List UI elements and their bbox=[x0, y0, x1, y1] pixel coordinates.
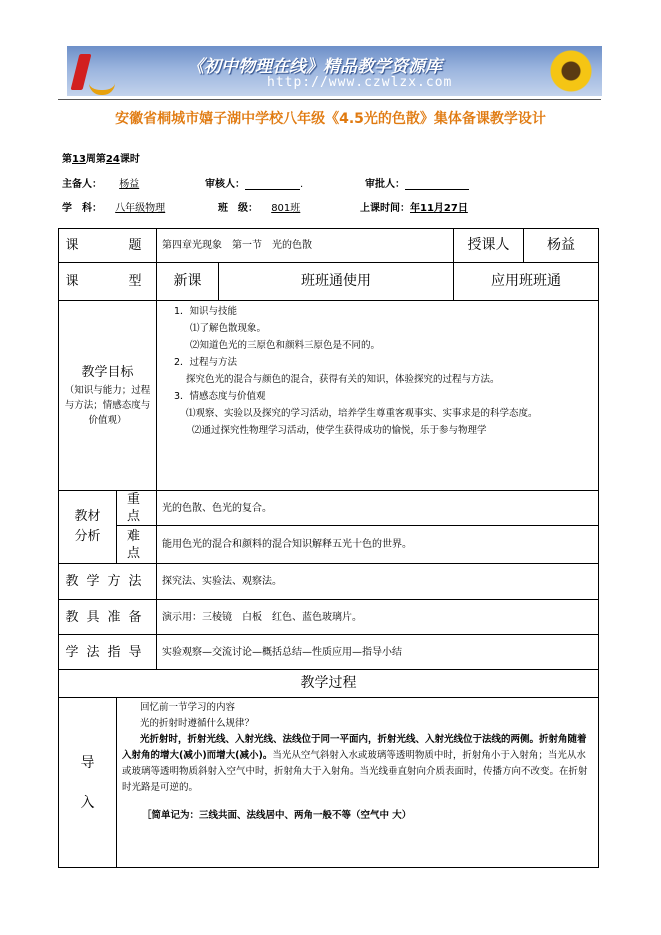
document-title: 安徽省桐城市嬉子湖中学校八年级《4.5光的色散》集体备课教学设计 bbox=[115, 111, 546, 127]
row-key-point bbox=[59, 491, 599, 526]
intro-label-2: 入 bbox=[80, 794, 95, 811]
key-label: 重点 bbox=[117, 491, 157, 526]
goal-line: 1．知识与技能 bbox=[174, 306, 238, 317]
intro-summary: ［简单记为：三线共面、法线居中、两角一般不等（空气中 大） bbox=[142, 810, 412, 821]
method-label: 教学方法 bbox=[59, 564, 157, 600]
preparer-label: 主备人： bbox=[62, 179, 102, 190]
row-process-header bbox=[59, 670, 599, 698]
row-goals bbox=[59, 301, 599, 491]
teacher-value: 杨益 bbox=[524, 229, 599, 263]
goal-line: ⑵通过探究性物理学习活动，使学生获得成功的愉悦，乐于参与物理学 bbox=[192, 425, 487, 436]
row-intro bbox=[59, 698, 599, 868]
class-value: 801班 bbox=[271, 203, 301, 214]
subject-label: 学 科： bbox=[62, 203, 102, 214]
process-label: 教学过程 bbox=[59, 670, 599, 698]
goals-label-cell bbox=[59, 301, 157, 491]
week-period-line bbox=[62, 150, 140, 165]
preparer-value: 杨益 bbox=[119, 179, 140, 190]
approver-blank bbox=[405, 179, 469, 190]
difficult-label: 难点 bbox=[117, 526, 157, 564]
intro-label-1: 导 bbox=[80, 754, 95, 771]
use-value: 应用班班通 bbox=[454, 263, 599, 301]
intro-content bbox=[117, 698, 599, 868]
guide-label: 学法指导 bbox=[59, 635, 157, 670]
use-label: 班班通使用 bbox=[219, 263, 454, 301]
teacher-label: 授课人 bbox=[454, 229, 524, 263]
week-prefix: 第 bbox=[62, 154, 72, 165]
reviewer-label: 审核人： bbox=[205, 179, 245, 190]
date-value: 年11月27日 bbox=[410, 203, 468, 214]
intro-question-1: 回忆前一节学习的内容 bbox=[140, 702, 236, 713]
goal-line: ⑴了解色散现象。 bbox=[190, 323, 267, 334]
header-banner bbox=[67, 46, 602, 96]
banner-title: 《初中物理在线》精品教学资源库 bbox=[187, 57, 442, 77]
goal-line: ⑴观察、实验以及探究的学习活动，培养学生尊重客观事实、实事求是的科学态度。 bbox=[186, 408, 538, 419]
preparer-field bbox=[62, 175, 139, 190]
date-field bbox=[360, 199, 468, 214]
topic-value: 第四章光现象 第一节 光的色散 bbox=[157, 229, 454, 263]
week-suffix: 周第 bbox=[85, 154, 106, 165]
goals-sub: （知识与能力；过程与方法；情感态度与价值观） bbox=[64, 384, 151, 426]
sunflower-icon bbox=[548, 48, 594, 94]
reviewer-end: . bbox=[300, 179, 304, 190]
reviewer-blank bbox=[245, 179, 300, 190]
analysis-label: 教材分析 bbox=[59, 491, 117, 564]
date-label: 上课时间： bbox=[360, 203, 410, 214]
subject-value: 八年级物理 bbox=[115, 203, 166, 214]
goal-line: ⑵知道色光的三原色和颜料三原色是不同的。 bbox=[190, 340, 381, 351]
intro-answer-rest: 当光从空气斜射入水或玻璃等透明物质中时，折射角小于入射角；当光从水或玻璃等透明物质斜射入空气中时，折射角大于入射角。当光线垂直射向介质表面时，传播方向不改变。在折射时光路是可逆的。 bbox=[122, 750, 588, 793]
approver-label: 审批人： bbox=[365, 179, 405, 190]
goal-line: 3．情感态度与价值观 bbox=[174, 391, 266, 402]
subject-field bbox=[62, 199, 165, 214]
row-type bbox=[59, 263, 599, 301]
class-label: 班 级： bbox=[218, 203, 258, 214]
type-label: 课 型 bbox=[59, 263, 157, 301]
row-method bbox=[59, 564, 599, 600]
method-value: 探究法、实验法、观察法。 bbox=[157, 564, 599, 600]
row-topic bbox=[59, 229, 599, 263]
intro-question-2: 光的折射时遵循什么规律？ bbox=[140, 718, 255, 729]
tools-label: 教具准备 bbox=[59, 600, 157, 635]
approver-field bbox=[365, 175, 469, 190]
row-tools bbox=[59, 600, 599, 635]
goal-line: 2．过程与方法 bbox=[174, 357, 238, 368]
class-field bbox=[218, 199, 300, 214]
difficult-value: 能用色光的混合和颜料的混合知识解释五光十色的世界。 bbox=[157, 526, 599, 564]
goal-line: 探究色光的混合与颜色的混合，获得有关的知识，体验探究的过程与方法。 bbox=[186, 374, 500, 385]
goals-content bbox=[157, 301, 599, 491]
row-guide bbox=[59, 635, 599, 670]
intro-answer-paragraph bbox=[122, 732, 593, 796]
period-suffix: 课时 bbox=[119, 154, 140, 165]
intro-answer-bold: 光折射时，折射光线、入射光线、法线位于同一平面内，折射光线、入射光线位于法线的两侧。折射角随着入射角的增大(减小)而增大(减小)。 bbox=[122, 734, 587, 761]
key-value: 光的色散、色光的复合。 bbox=[157, 491, 599, 526]
week-number: 13 bbox=[72, 154, 86, 165]
intro-label-cell bbox=[59, 698, 117, 868]
banner-url[interactable]: http://www.czwlzx.com bbox=[267, 75, 453, 90]
reviewer-field bbox=[205, 175, 303, 190]
topic-label: 课 题 bbox=[59, 229, 157, 263]
type-value: 新课 bbox=[157, 263, 219, 301]
row-difficult-point bbox=[59, 526, 599, 564]
period-number: 24 bbox=[105, 154, 120, 165]
lesson-plan-table bbox=[58, 228, 599, 868]
guide-value: 实验观察—交流讨论—概括总结—性质应用—指导小结 bbox=[157, 635, 599, 670]
logo-swoosh-icon bbox=[89, 72, 115, 95]
tools-value: 演示用：三棱镜 白板 红色、蓝色玻璃片。 bbox=[157, 600, 599, 635]
goals-label: 教学目标 bbox=[81, 364, 134, 380]
header-divider bbox=[58, 99, 601, 100]
